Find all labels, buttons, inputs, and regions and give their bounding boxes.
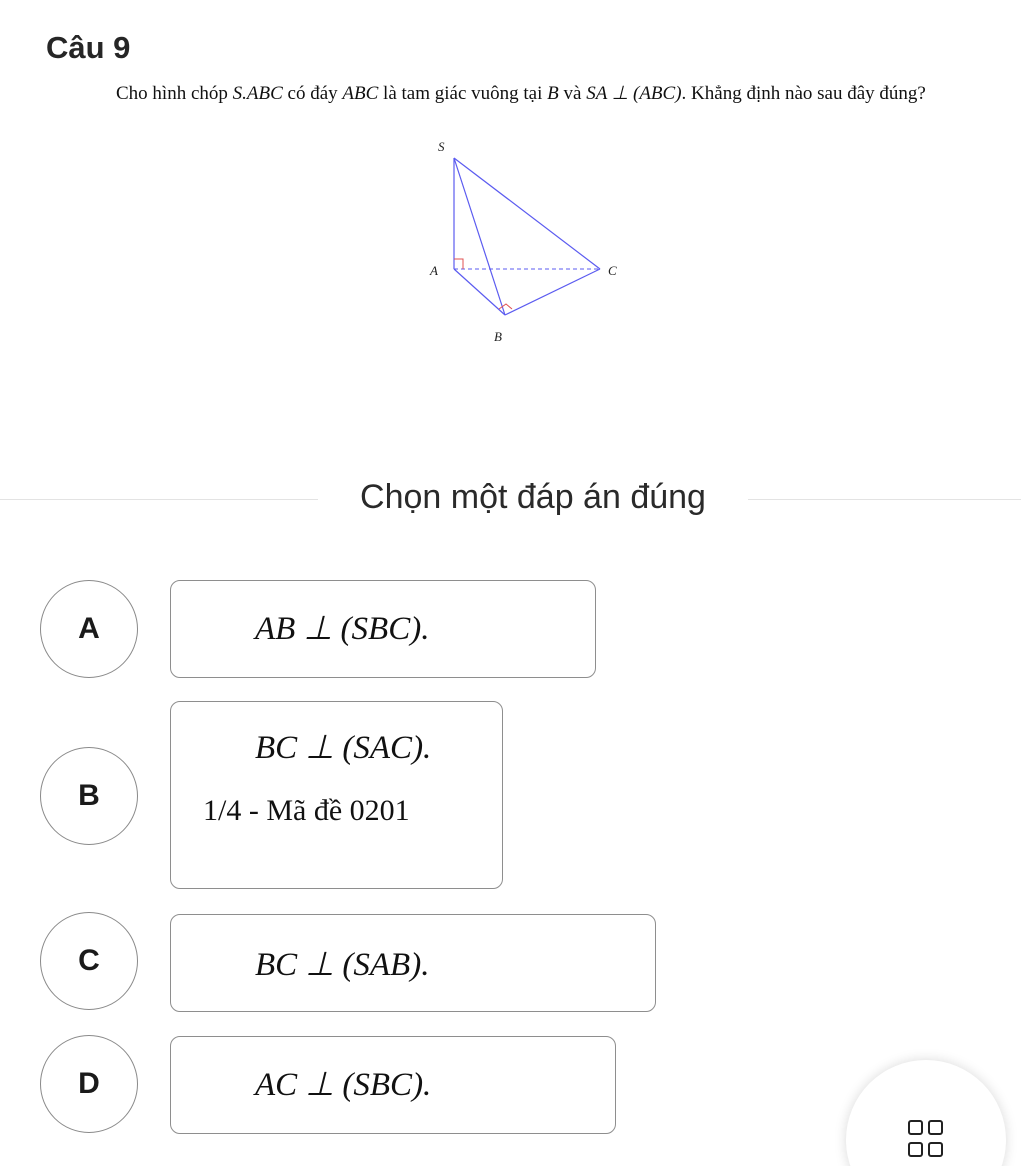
label-a: A (430, 263, 438, 278)
question-text: Cho hình chóp S.ABC có đáy ABC là tam giác vuông tại B và SA ⊥ (ABC). Khẳng định nào sau đây đúng? (116, 83, 926, 104)
edge-bc (505, 269, 600, 315)
label-s: S (438, 139, 445, 154)
divider-left (0, 499, 318, 500)
option-d-letter[interactable]: D (40, 1035, 138, 1133)
option-a-letter[interactable]: A (40, 580, 138, 678)
option-b-content: BC ⊥ (SAC). (255, 730, 432, 766)
option-c-letter[interactable]: C (40, 912, 138, 1010)
option-d-content: AC ⊥ (SBC). (255, 1067, 432, 1103)
question-title: Câu 9 (46, 30, 131, 65)
right-angle-mark-a (454, 259, 463, 269)
divider-right (748, 499, 1021, 500)
question-grid-button[interactable] (846, 1060, 1006, 1166)
label-c: C (608, 263, 617, 278)
option-c-content: BC ⊥ (SAB). (255, 947, 430, 983)
right-angle-mark-b (499, 304, 512, 309)
pyramid-diagram (418, 138, 628, 348)
option-a-content: AB ⊥ (SBC). (255, 611, 430, 647)
option-b-letter[interactable]: B (40, 747, 138, 845)
right-angle-vertex: B (547, 83, 559, 104)
option-a-box[interactable] (170, 580, 596, 678)
label-b: B (494, 329, 502, 344)
edge-sc (454, 158, 600, 269)
choose-prompt: Chọn một đáp án đúng (360, 478, 706, 516)
pyramid-name: S.ABC (232, 83, 283, 104)
pyramid-figure (418, 138, 628, 348)
option-d-box[interactable] (170, 1036, 616, 1134)
base-name: ABC (342, 83, 379, 104)
option-b-extra: 1/4 - Mã đề 0201 (203, 794, 410, 827)
perpendicular-condition: SA ⊥ (ABC) (586, 83, 682, 104)
option-b-box[interactable] (170, 701, 503, 889)
option-c-box[interactable] (170, 914, 656, 1012)
